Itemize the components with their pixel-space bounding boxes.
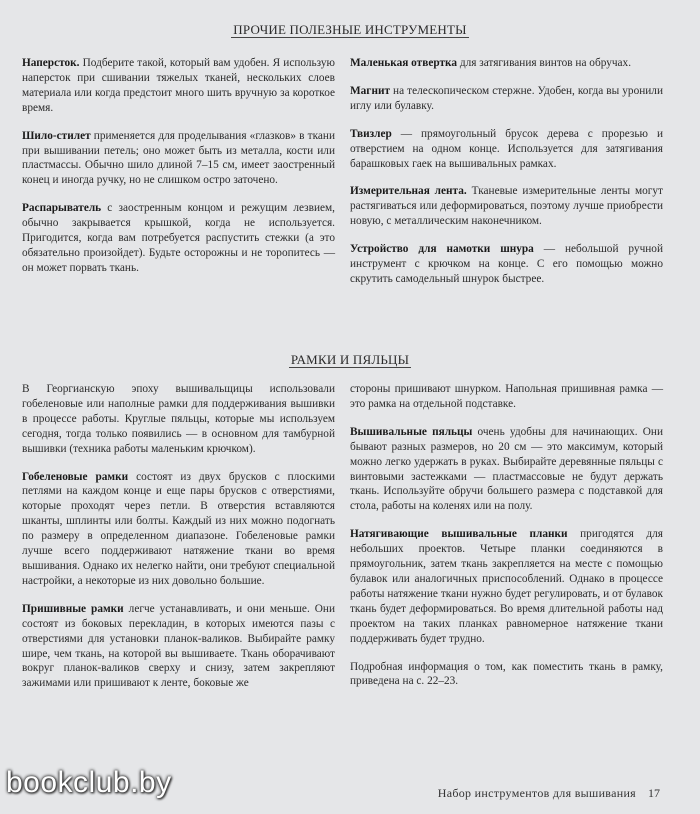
paragraph: Твизлер — прямоугольный брусок дерева с прорезью и отверстием на одном конце. Используется для затягивания барашковых гаек на вышивальных рамках. (350, 127, 663, 170)
paragraph: Шило-стилет применяется для проделывания «глазков» в ткани при вышивании петель; оно может быть из металла, кости или пластмассы. Обычно шило длиной 7–15 см, имеет заостренный конец и иногда ручку, но не слишком остро заточено. (22, 129, 335, 187)
section-heading-tools: ПРОЧИЕ ПОЛЕЗНЫЕ ИНСТРУМЕНТЫ (233, 22, 467, 37)
frames-right-column (350, 382, 663, 702)
paragraph: Магнит на телескопическом стержне. Удобен, когда вы уронили иглу или булавку. (350, 84, 663, 112)
paragraph: Натягивающие вышивальные планки пригодятся для небольших проектов. Четыре планки соединяются в прямоугольник, затем ткань закрепляется на месте с помощью булавок или аналогичных приспособлений. Однако в процессе работы натяжение ткани нужно будет регулировать, и от булавок ткань будет деформироваться. Во время длительной работы над проектом на таких планках равномерное натяжение ткани поддерживать будет трудно. (350, 528, 663, 645)
paragraph: Наперсток. Подберите такой, который вам удобен. Я использую наперсток при сшивании тяжелых тканей, нескольких слоев материала или когда предстоит много шить вручную за короткое время. (22, 57, 335, 114)
paragraph: Подробная информация о том, как поместить ткань в рамку, приведена на с. 22–23. (350, 660, 663, 688)
page-number: 17 (648, 786, 660, 800)
paragraph: Распарыватель с заостренным концом и режущим лезвием, обычно закрывается крышкой, когда не используется. Пригодится, когда вам потребуется распустить стежки (а это обязательно произойдет). Будьте осторожны и не торопитесь — он может порвать ткань. (22, 202, 335, 274)
paragraph: стороны пришивают шнурком. Напольная пришивная рамка — это рамка на отдельной подставке. (350, 383, 663, 410)
paragraph: В Георгианскую эпоху вышивальщицы использовали гобеленовые или наполные рамки для поддерживания вышивки в процессе работы. Круглые пяльцы, которые мы используем сегодня, тогда только появились — в основном для тамбурной вышивки (техника работы маленьким крючком). (22, 383, 335, 455)
tools-left-column (22, 56, 335, 289)
tools-right-column (350, 56, 663, 300)
paragraph: Гобеленовые рамки состоят из двух брусков с плоскими петлями на каждом конце и еще пары брусков с отверстиями, которые проходят через петли. В отверстия вставляются шканты, шплинты или болты. Каждый из них можно подогнать по размеру в определенном диапазоне. Гобеленовые рамки лучше всего поддерживают натяжение ткани во время вышивания. Однако их нелегко найти, они требуют специальной настройки, а некоторые из них довольно большие. (22, 470, 335, 587)
paragraph: Пришивные рамки легче устанавливать, и они меньше. Они состоят из боковых перекладин, в которых имеются пазы с отверстиями для установки планок-валиков. Выбирайте рамку шире, чем ткань, на которой вы вышиваете. Ткань оборачивают вокруг планок-валиков сверху и снизу, затем закрепляют зажимами или пришивают к ленте, боковые же (22, 602, 335, 690)
watermark-text: bookclub.by (6, 766, 172, 799)
section-heading-frames: РАМКИ И ПЯЛЬЦЫ (290, 352, 410, 367)
paragraph: Вышивальные пяльцы очень удобны для начинающих. Они бывают разных размеров, но 20 см — это максимум, который можно легко удержать в руках. Выбирайте деревянные пяльцы с винтовыми застежками — пластмассовые не будут держать ткань. Используйте обручи большего размера с подставкой для стола, работы на коленях или на полу. (350, 425, 664, 513)
running-footer-title: Набор инструментов для вышивания (437, 786, 636, 800)
paragraph: Измерительная лента. Тканевые измерительные ленты могут растягиваться или деформироваться, поэтому лучше приобрести новую, с металлическим наконечником. (350, 185, 663, 228)
frames-left-column (22, 382, 335, 704)
paragraph: Устройство для намотки шнура — небольшой ручной инструмент с крючком на конце. С его помощью можно скрутить самодельный шнурок быстрее. (350, 243, 663, 285)
paragraph: Маленькая отвертка для затягивания винтов на обручах. (350, 57, 632, 69)
